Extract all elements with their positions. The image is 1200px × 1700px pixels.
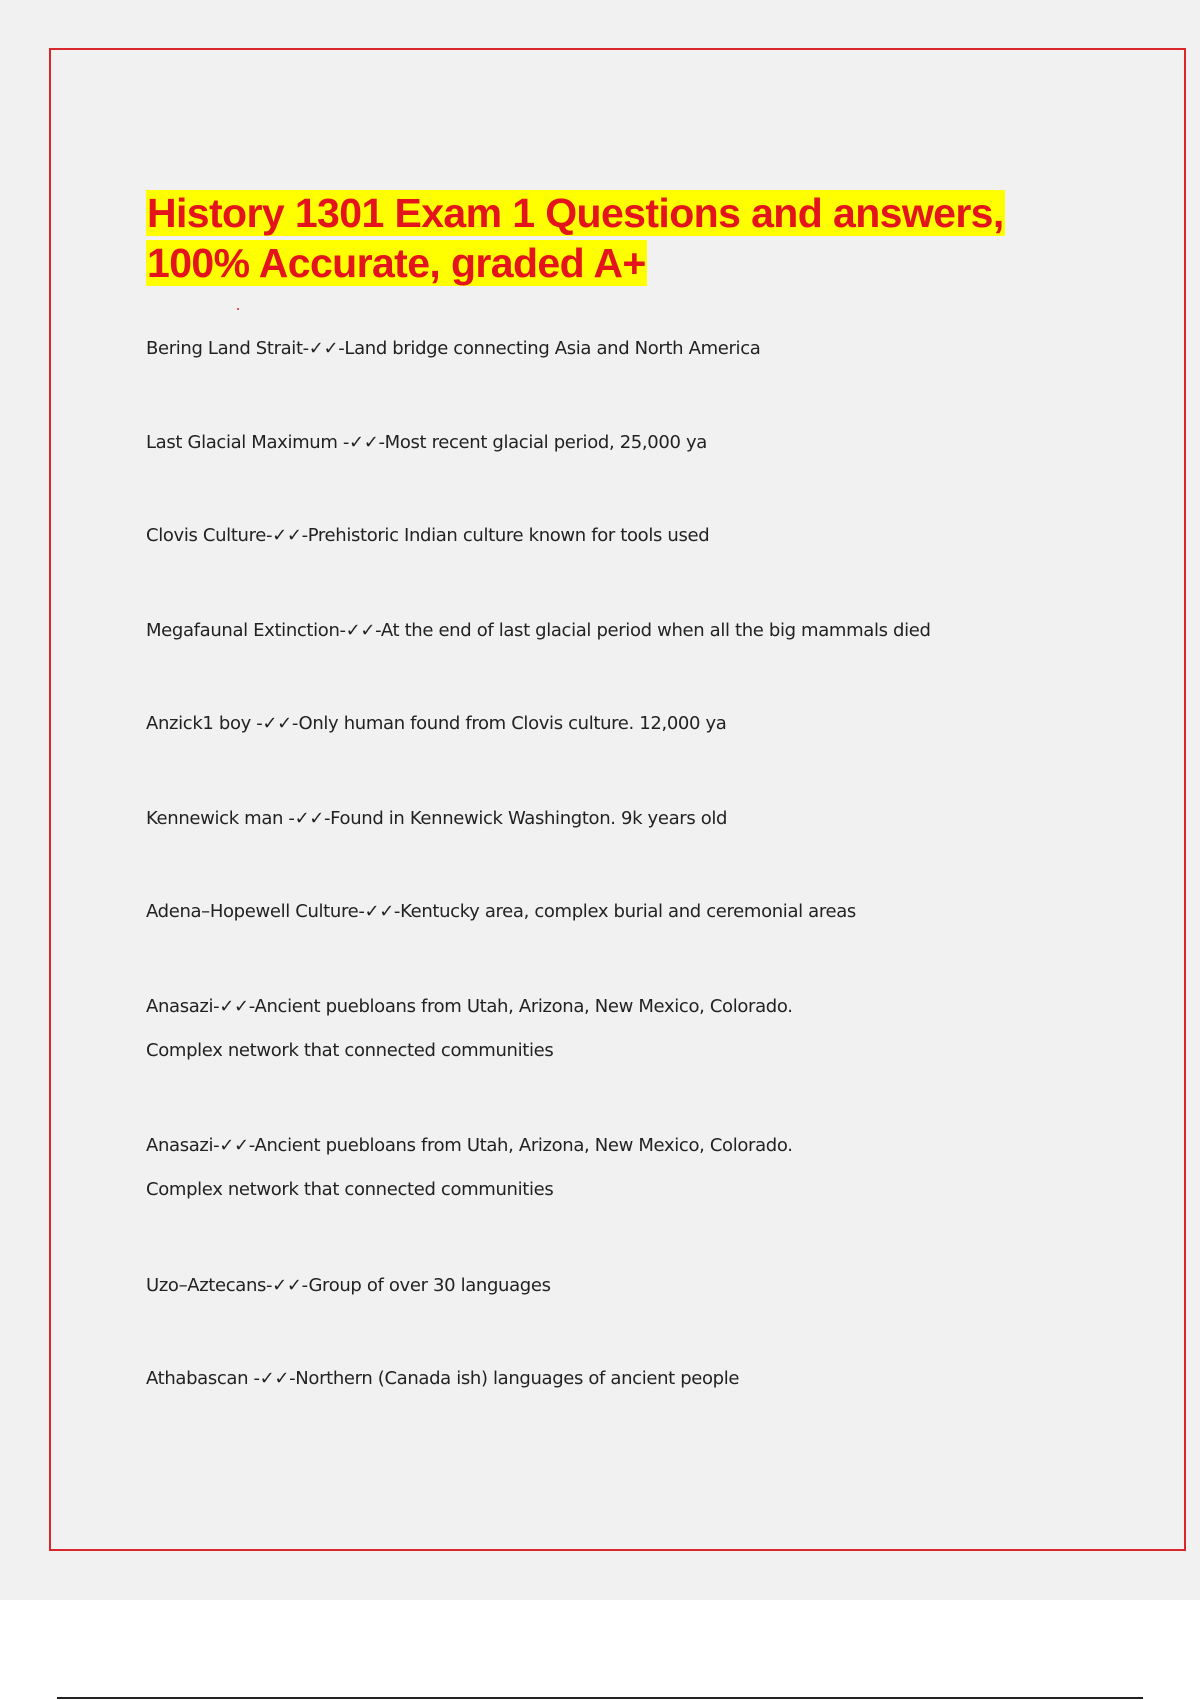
qa-entry (146, 514, 1096, 558)
qa-entry-text: Adena–Hopewell Culture-✓✓-Kentucky area, complex burial and ceremonial areas (146, 901, 856, 922)
qa-entry-text: Athabascan -✓✓-Northern (Canada ish) languages of ancient people (146, 1368, 740, 1389)
qa-entry (146, 797, 1096, 841)
qa-entry-text: Anasazi-✓✓-Ancient puebloans from Utah, Arizona, New Mexico, Colorado. (146, 996, 793, 1017)
qa-entry (146, 1124, 1096, 1212)
page-divider (57, 1697, 1143, 1699)
qa-entry (146, 890, 1096, 934)
qa-entry (146, 1357, 1096, 1401)
qa-entry (146, 702, 1096, 746)
qa-entry (146, 327, 1096, 371)
qa-entry-text: Clovis Culture-✓✓-Prehistoric Indian culture known for tools used (146, 525, 710, 546)
red-dot-mark (237, 308, 239, 310)
qa-entry-text: Megafaunal Extinction-✓✓-At the end of last glacial period when all the big mammals died (146, 620, 931, 641)
qa-entry (146, 421, 1096, 465)
qa-entry-text: Anasazi-✓✓-Ancient puebloans from Utah, Arizona, New Mexico, Colorado. (146, 1135, 793, 1156)
qa-entry (146, 1264, 1096, 1308)
title-line-1: History 1301 Exam 1 Questions and answers, (147, 190, 1004, 236)
qa-entry (146, 985, 1096, 1073)
qa-entry-text: Kennewick man -✓✓-Found in Kennewick Washington. 9k years old (146, 808, 728, 829)
qa-entry-text-continued: Complex network that connected communities (146, 1179, 554, 1200)
qa-entry-text: Uzo–Aztecans-✓✓-Group of over 30 languages (146, 1275, 551, 1296)
qa-entry-text: Bering Land Strait-✓✓-Land bridge connecting Asia and North America (146, 338, 761, 359)
qa-entry-text: Last Glacial Maximum -✓✓-Most recent glacial period, 25,000 ya (146, 432, 707, 453)
title-line-2: 100% Accurate, graded A+ (147, 240, 646, 286)
document-title (146, 188, 1046, 288)
qa-entry-text-continued: Complex network that connected communities (146, 1040, 554, 1061)
qa-entry (146, 609, 1096, 653)
qa-entry-text: Anzick1 boy -✓✓-Only human found from Clovis culture. 12,000 ya (146, 713, 727, 734)
